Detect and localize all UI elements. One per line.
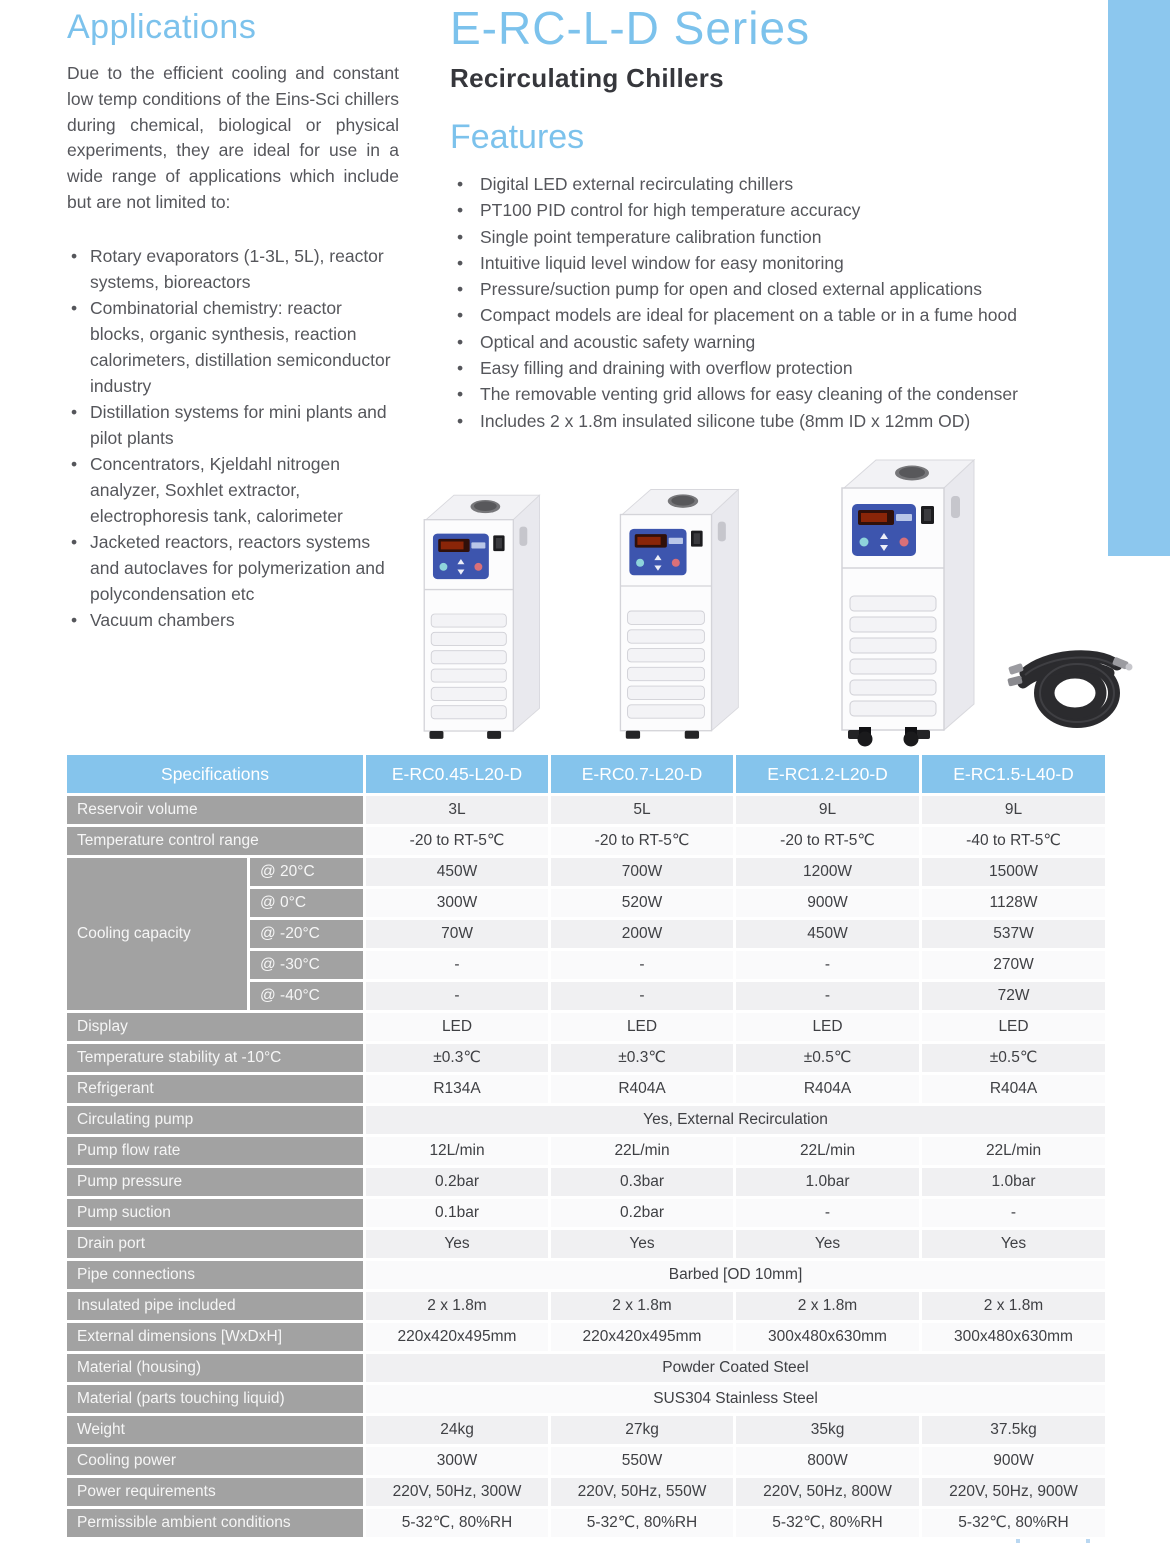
spec-value: 24kg	[365, 1415, 550, 1446]
features-list	[450, 171, 1100, 434]
spec-value: Yes	[735, 1229, 921, 1260]
model-header-cell: E-RC1.5-L40-D	[921, 754, 1107, 795]
spec-value: 220V, 50Hz, 300W	[365, 1477, 550, 1508]
list-item: • Intuitive liquid level window for easy monitoring	[450, 250, 1100, 276]
spec-value-span: Powder Coated Steel	[365, 1353, 1107, 1384]
row-label: Material (housing)	[66, 1353, 365, 1384]
spec-value: 9L	[735, 795, 921, 826]
spec-table-header	[66, 754, 1107, 795]
list-item: • PT100 PID control for high temperature accuracy	[450, 197, 1100, 223]
features-heading: Features	[450, 118, 585, 156]
spec-value: R404A	[550, 1074, 735, 1105]
model-header-cell: E-RC1.2-L20-D	[735, 754, 921, 795]
spec-value: 5L	[550, 795, 735, 826]
row-label: External dimensions [WxDxH]	[66, 1322, 365, 1353]
list-item: • Single point temperature calibration function	[450, 224, 1100, 250]
spec-value: 220x420x495mm	[550, 1322, 735, 1353]
tubing-coil-image	[1005, 635, 1145, 735]
row-label: Cooling power	[66, 1446, 365, 1477]
spec-value: 537W	[921, 919, 1107, 950]
row-label: Permissible ambient conditions	[66, 1508, 365, 1539]
spec-table-body	[66, 795, 1107, 1539]
spec-value: ±0.3℃	[365, 1043, 550, 1074]
list-item: • Compact models are ideal for placement on a table or in a fume hood	[450, 302, 1100, 328]
spec-value: 9L	[921, 795, 1107, 826]
spec-value-span: Barbed [OD 10mm]	[365, 1260, 1107, 1291]
list-item: • Vacuum chambers	[67, 607, 399, 633]
row-sublabel: @ -20°C	[249, 919, 365, 950]
row-sublabel: @ 20°C	[249, 857, 365, 888]
spec-value: LED	[365, 1012, 550, 1043]
spec-value: 300x480x630mm	[735, 1322, 921, 1353]
list-item: • The removable venting grid allows for easy cleaning of the condenser	[450, 381, 1100, 407]
spec-value: 220V, 50Hz, 900W	[921, 1477, 1107, 1508]
spec-value: 27kg	[550, 1415, 735, 1446]
spec-value: 0.2bar	[365, 1167, 550, 1198]
spec-value: 37.5kg	[921, 1415, 1107, 1446]
row-label: Reservoir volume	[66, 795, 365, 826]
spec-value: 220x420x495mm	[365, 1322, 550, 1353]
spec-value: 22L/min	[921, 1136, 1107, 1167]
accent-bar	[1108, 0, 1170, 556]
row-label: Pump flow rate	[66, 1136, 365, 1167]
series-section	[450, 2, 1100, 434]
list-item: • Pressure/suction pump for open and closed external applications	[450, 276, 1100, 302]
spec-value: 3L	[365, 795, 550, 826]
spec-value: -	[365, 981, 550, 1012]
list-item: • Concentrators, Kjeldahl nitrogen analyzer, Soxhlet extractor, electrophoresis tank, calorimeter	[67, 451, 399, 529]
spec-value: ±0.3℃	[550, 1043, 735, 1074]
spec-value: 1.0bar	[735, 1167, 921, 1198]
spec-value: 2 x 1.8m	[921, 1291, 1107, 1322]
spec-value: 35kg	[735, 1415, 921, 1446]
spec-value: 0.2bar	[550, 1198, 735, 1229]
row-label: Cooling capacity	[66, 857, 249, 1012]
spec-value: -	[735, 981, 921, 1012]
spec-value: 72W	[921, 981, 1107, 1012]
list-item: • Optical and acoustic safety warning	[450, 329, 1100, 355]
series-subtitle: Recirculating Chillers	[450, 63, 724, 93]
spec-table	[64, 752, 1108, 1540]
row-sublabel: @ -40°C	[249, 981, 365, 1012]
spec-value: 12L/min	[365, 1136, 550, 1167]
applications-section	[67, 8, 399, 633]
spec-value: 300W	[365, 888, 550, 919]
row-label: Weight	[66, 1415, 365, 1446]
spec-value: R404A	[735, 1074, 921, 1105]
row-label: Circulating pump	[66, 1105, 365, 1136]
spec-value: 5-32℃, 80%RH	[550, 1508, 735, 1539]
spec-value: 22L/min	[735, 1136, 921, 1167]
spec-value: 270W	[921, 950, 1107, 981]
spec-value: LED	[735, 1012, 921, 1043]
spec-value: -20 to RT-5℃	[550, 826, 735, 857]
spec-value: 1500W	[921, 857, 1107, 888]
series-title: E-RC-L-D Series	[450, 2, 811, 54]
spec-value: 550W	[550, 1446, 735, 1477]
spec-value: 900W	[921, 1446, 1107, 1477]
row-label: Temperature control range	[66, 826, 365, 857]
row-label: Insulated pipe included	[66, 1291, 365, 1322]
spec-value: -20 to RT-5℃	[365, 826, 550, 857]
spec-value: 0.1bar	[365, 1198, 550, 1229]
spec-value-span: Yes, External Recirculation	[365, 1105, 1107, 1136]
spec-value: 2 x 1.8m	[365, 1291, 550, 1322]
spec-value: 220V, 50Hz, 550W	[550, 1477, 735, 1508]
spec-value: 5-32℃, 80%RH	[735, 1508, 921, 1539]
spec-value: 2 x 1.8m	[550, 1291, 735, 1322]
row-label: Power requirements	[66, 1477, 365, 1508]
spec-value: 5-32℃, 80%RH	[365, 1508, 550, 1539]
spec-value: -	[550, 981, 735, 1012]
spec-value: 1200W	[735, 857, 921, 888]
chiller-image-medium	[610, 477, 747, 745]
spec-value: ±0.5℃	[921, 1043, 1107, 1074]
row-sublabel: @ -30°C	[249, 950, 365, 981]
row-sublabel: @ 0°C	[249, 888, 365, 919]
spec-value: 520W	[550, 888, 735, 919]
list-item: • Jacketed reactors, reactors systems and autoclaves for polymerization and polycondensation etc	[67, 529, 399, 607]
spec-value: -	[365, 950, 550, 981]
row-label: Pump pressure	[66, 1167, 365, 1198]
spec-header-cell: Specifications	[66, 754, 365, 795]
spec-value: -40 to RT-5℃	[921, 826, 1107, 857]
spec-value: 200W	[550, 919, 735, 950]
spec-value: LED	[550, 1012, 735, 1043]
spec-value: 2 x 1.8m	[735, 1291, 921, 1322]
row-label: Temperature stability at -10°C	[66, 1043, 365, 1074]
page-edge-mark	[1086, 1539, 1090, 1543]
list-item: • Digital LED external recirculating chillers	[450, 171, 1100, 197]
list-item: • Includes 2 x 1.8m insulated silicone tube (8mm ID x 12mm OD)	[450, 408, 1100, 434]
list-item: • Easy filling and draining with overflow protection	[450, 355, 1100, 381]
row-label: Material (parts touching liquid)	[66, 1384, 365, 1415]
spec-value: Yes	[365, 1229, 550, 1260]
chiller-image-large	[822, 446, 992, 748]
applications-intro: Due to the efficient cooling and constant low temp conditions of the Eins-Sci chillers during chemical, biological or physical experiments, they are ideal for use in a wide range of applications which include but are not limited to:	[67, 63, 399, 212]
spec-value: 800W	[735, 1446, 921, 1477]
spec-value: -	[921, 1198, 1107, 1229]
spec-value: 22L/min	[550, 1136, 735, 1167]
spec-value: 450W	[735, 919, 921, 950]
row-label: Pump suction	[66, 1198, 365, 1229]
spec-value: 300W	[365, 1446, 550, 1477]
spec-value: 220V, 50Hz, 800W	[735, 1477, 921, 1508]
spec-value: 5-32℃, 80%RH	[921, 1508, 1107, 1539]
spec-value: 1.0bar	[921, 1167, 1107, 1198]
model-header-cell: E-RC0.7-L20-D	[550, 754, 735, 795]
row-label: Pipe connections	[66, 1260, 365, 1291]
spec-value: ±0.5℃	[735, 1043, 921, 1074]
list-item: • Rotary evaporators (1-3L, 5L), reactor systems, bioreactors	[67, 243, 399, 295]
applications-heading: Applications	[67, 8, 257, 46]
spec-value: 70W	[365, 919, 550, 950]
row-label: Drain port	[66, 1229, 365, 1260]
spec-value: R134A	[365, 1074, 550, 1105]
spec-value: -	[735, 1198, 921, 1229]
list-item: • Combinatorial chemistry: reactor blocks, organic synthesis, reaction calorimeters, distillation semiconductor industry	[67, 295, 399, 399]
spec-value: 300x480x630mm	[921, 1322, 1107, 1353]
page-edge-mark	[1016, 1539, 1020, 1543]
spec-value: 700W	[550, 857, 735, 888]
row-label: Refrigerant	[66, 1074, 365, 1105]
list-item: • Distillation systems for mini plants and pilot plants	[67, 399, 399, 451]
spec-value: 1128W	[921, 888, 1107, 919]
model-header-cell: E-RC0.45-L20-D	[365, 754, 550, 795]
spec-value: Yes	[921, 1229, 1107, 1260]
spec-value: 900W	[735, 888, 921, 919]
applications-list	[67, 243, 399, 633]
spec-value: R404A	[921, 1074, 1107, 1105]
spec-value: 0.3bar	[550, 1167, 735, 1198]
chiller-image-small	[415, 483, 547, 745]
spec-value: -20 to RT-5℃	[735, 826, 921, 857]
spec-value: Yes	[550, 1229, 735, 1260]
spec-value: -	[735, 950, 921, 981]
spec-value: 450W	[365, 857, 550, 888]
spec-value-span: SUS304 Stainless Steel	[365, 1384, 1107, 1415]
spec-value: LED	[921, 1012, 1107, 1043]
row-label: Display	[66, 1012, 365, 1043]
spec-value: -	[550, 950, 735, 981]
